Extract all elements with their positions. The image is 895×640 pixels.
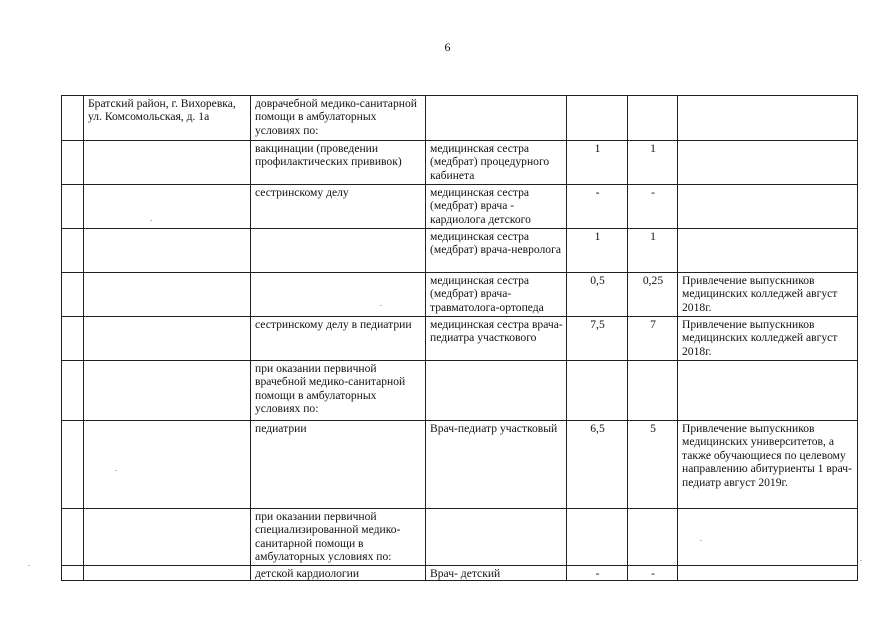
count-planned-cell: - bbox=[567, 566, 628, 581]
count-planned-cell bbox=[567, 361, 628, 421]
note-cell: Привлечение выпускников медицинских колледжей август 2018г. bbox=[678, 273, 858, 317]
note-cell bbox=[678, 361, 858, 421]
position-cell: медицинская сестра (медбрат) врача-невролога bbox=[426, 229, 567, 273]
address-cell bbox=[84, 229, 251, 273]
address-cell bbox=[84, 566, 251, 581]
service-cell: доврачебной медико-санитарной помощи в амбулаторных условиях по: bbox=[251, 96, 426, 141]
index-cell bbox=[62, 229, 84, 273]
note-cell bbox=[678, 566, 858, 581]
scan-speck bbox=[150, 220, 152, 221]
service-cell: при оказании первичной специализированной медико-санитарной помощи в амбулаторных условиях по: bbox=[251, 509, 426, 566]
address-cell bbox=[84, 421, 251, 509]
service-cell: детской кардиологии bbox=[251, 566, 426, 581]
count-actual-cell bbox=[628, 96, 678, 141]
note-cell: Привлечение выпускников медицинских университетов, а также обучающиеся по целевому направлению абитуриенты 1 врач-педиатр август 2019г. bbox=[678, 421, 858, 509]
count-planned-cell bbox=[567, 509, 628, 566]
table-row bbox=[62, 229, 858, 273]
note-cell bbox=[678, 229, 858, 273]
note-cell bbox=[678, 509, 858, 566]
count-actual-cell: 1 bbox=[628, 141, 678, 185]
index-cell bbox=[62, 141, 84, 185]
count-planned-cell: - bbox=[567, 185, 628, 229]
note-cell bbox=[678, 185, 858, 229]
address-cell bbox=[84, 141, 251, 185]
count-planned-cell bbox=[567, 96, 628, 141]
count-actual-cell: 0,25 bbox=[628, 273, 678, 317]
index-cell bbox=[62, 96, 84, 141]
note-cell bbox=[678, 96, 858, 141]
service-cell: сестринскому делу в педиатрии bbox=[251, 317, 426, 361]
scan-speck bbox=[115, 470, 117, 471]
count-actual-cell: - bbox=[628, 185, 678, 229]
position-cell bbox=[426, 361, 567, 421]
count-actual-cell bbox=[628, 361, 678, 421]
count-planned-cell: 7,5 bbox=[567, 317, 628, 361]
service-cell: педиатрии bbox=[251, 421, 426, 509]
staffing-table bbox=[61, 95, 858, 581]
index-cell bbox=[62, 361, 84, 421]
position-cell: Врач-педиатр участковый bbox=[426, 421, 567, 509]
note-cell bbox=[678, 141, 858, 185]
count-actual-cell: 7 bbox=[628, 317, 678, 361]
count-planned-cell: 1 bbox=[567, 141, 628, 185]
table-row bbox=[62, 317, 858, 361]
count-actual-cell: 5 bbox=[628, 421, 678, 509]
count-planned-cell: 6,5 bbox=[567, 421, 628, 509]
position-cell bbox=[426, 96, 567, 141]
table-row bbox=[62, 361, 858, 421]
count-actual-cell: - bbox=[628, 566, 678, 581]
table-row bbox=[62, 96, 858, 141]
position-cell: медицинская сестра (медбрат) процедурного кабинета bbox=[426, 141, 567, 185]
position-cell bbox=[426, 509, 567, 566]
index-cell bbox=[62, 566, 84, 581]
count-actual-cell bbox=[628, 509, 678, 566]
table-row bbox=[62, 421, 858, 509]
count-planned-cell: 0,5 bbox=[567, 273, 628, 317]
address-cell bbox=[84, 273, 251, 317]
address-cell bbox=[84, 509, 251, 566]
table-row bbox=[62, 509, 858, 566]
service-cell: сестринскому делу bbox=[251, 185, 426, 229]
table-row bbox=[62, 185, 858, 229]
index-cell bbox=[62, 421, 84, 509]
scan-speck bbox=[28, 565, 30, 566]
count-planned-cell: 1 bbox=[567, 229, 628, 273]
address-cell bbox=[84, 317, 251, 361]
address-cell bbox=[84, 361, 251, 421]
service-cell: при оказании первичной врачебной медико-санитарной помощи в амбулаторных условиях по: bbox=[251, 361, 426, 421]
scan-speck bbox=[380, 305, 382, 306]
service-cell bbox=[251, 273, 426, 317]
table-row bbox=[62, 273, 858, 317]
table-row bbox=[62, 566, 858, 581]
service-cell bbox=[251, 229, 426, 273]
position-cell: медицинская сестра врача-педиатра участкового bbox=[426, 317, 567, 361]
index-cell bbox=[62, 185, 84, 229]
address-cell bbox=[84, 185, 251, 229]
position-cell: медицинская сестра (медбрат) врача - кардиолога детского bbox=[426, 185, 567, 229]
note-cell: Привлечение выпускников медицинских колледжей август 2018г. bbox=[678, 317, 858, 361]
page-number: 6 bbox=[444, 40, 451, 54]
index-cell bbox=[62, 273, 84, 317]
position-cell: Врач- детский bbox=[426, 566, 567, 581]
count-actual-cell: 1 bbox=[628, 229, 678, 273]
address-cell: Братский район, г. Вихоревка, ул. Комсомольская, д. 1а bbox=[84, 96, 251, 141]
scan-speck bbox=[860, 560, 862, 561]
service-cell: вакцинации (проведении профилактических прививок) bbox=[251, 141, 426, 185]
index-cell bbox=[62, 509, 84, 566]
index-cell bbox=[62, 317, 84, 361]
scan-speck bbox=[700, 540, 702, 541]
position-cell: медицинская сестра (медбрат) врача-травматолога-ортопеда bbox=[426, 273, 567, 317]
table-row bbox=[62, 141, 858, 185]
